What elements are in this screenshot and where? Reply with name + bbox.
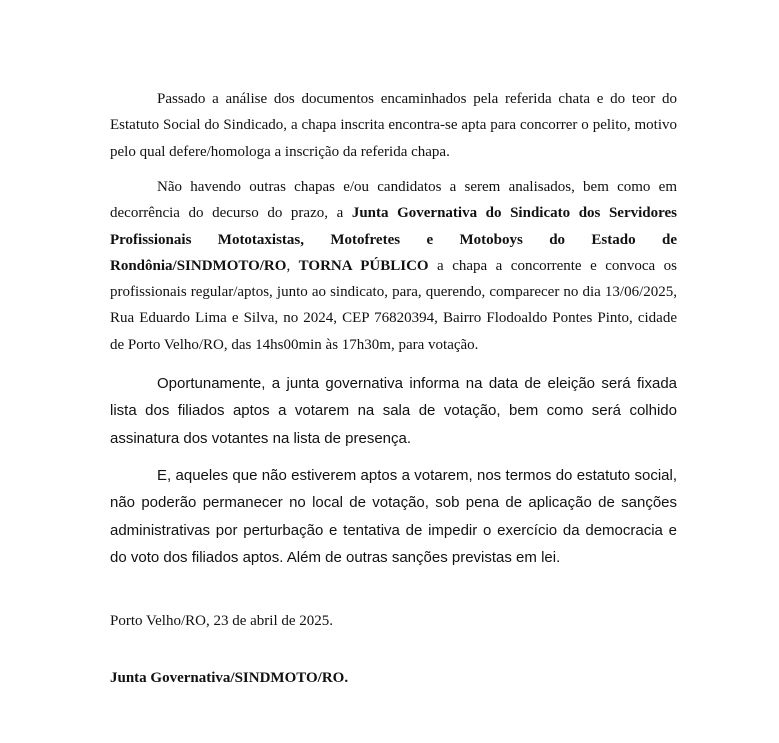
paragraph-voter-list bbox=[110, 370, 677, 452]
announcement-details: a chapa a concorrente e convoca os profissionais regular/aptos, junto ao sindicato, para, querendo, comparecer no dia 13/06/2025, Rua Eduardo Lima e Silva, no 2024, CEP 76820394, Bairro Flodoaldo Pontes Pinto, cidade de Porto Velho/RO, das 14hs00min às 17h30m, para votação. bbox=[110, 257, 678, 353]
paragraph-ineligible-voters-text: E, aqueles que não estiverem aptos a votarem, nos termos do estatuto social, não poderão permanecer no local de votação, sob pena de aplicação de sanções administrativas por perturbação e tentativa de impedir o exercício da democracia e do voto dos filiados aptos. Além de outras sanções previstas em lei. bbox=[110, 467, 677, 566]
torna-publico-label: TORNA PÚBLICO bbox=[298, 257, 429, 274]
paragraph-voter-list-text: Oportunamente, a junta governativa informa na data de eleição será fixada lista dos filiados aptos a votarem na sala de votação, bem como será colhido assinatura dos votantes na lista de presença. bbox=[110, 375, 677, 447]
paragraph-ineligible-voters bbox=[110, 462, 677, 571]
date-line: Porto Velho/RO, 23 de abril de 2025. bbox=[110, 613, 334, 629]
announcement-separator: , bbox=[286, 257, 299, 274]
announcement-intro: Não havendo outras chapas e/ou candidatos a serem analisados, bem como em decorrência do decurso do prazo, a bbox=[110, 179, 677, 222]
paragraph-document-review bbox=[110, 86, 677, 165]
signature-line: Junta Governativa/SINDMOTO/RO. bbox=[110, 670, 349, 686]
paragraph-document-review-text: Passado a análise dos documentos encaminhados pela referida chata e do teor do Estatuto Social do Sindicado, a chapa inscrita encontra-se apta para concorrer o pelito, motivo pelo qual defere/homologa a inscrição da referida chapa. bbox=[110, 91, 677, 160]
union-entity-name: Junta Governativa do Sindicato dos Servidores Profissionais Mototaxistas, Motofretes e Motoboys do Estado de Rondônia/SINDMOTO/RO bbox=[110, 205, 678, 274]
paragraph-public-announcement bbox=[110, 174, 677, 358]
